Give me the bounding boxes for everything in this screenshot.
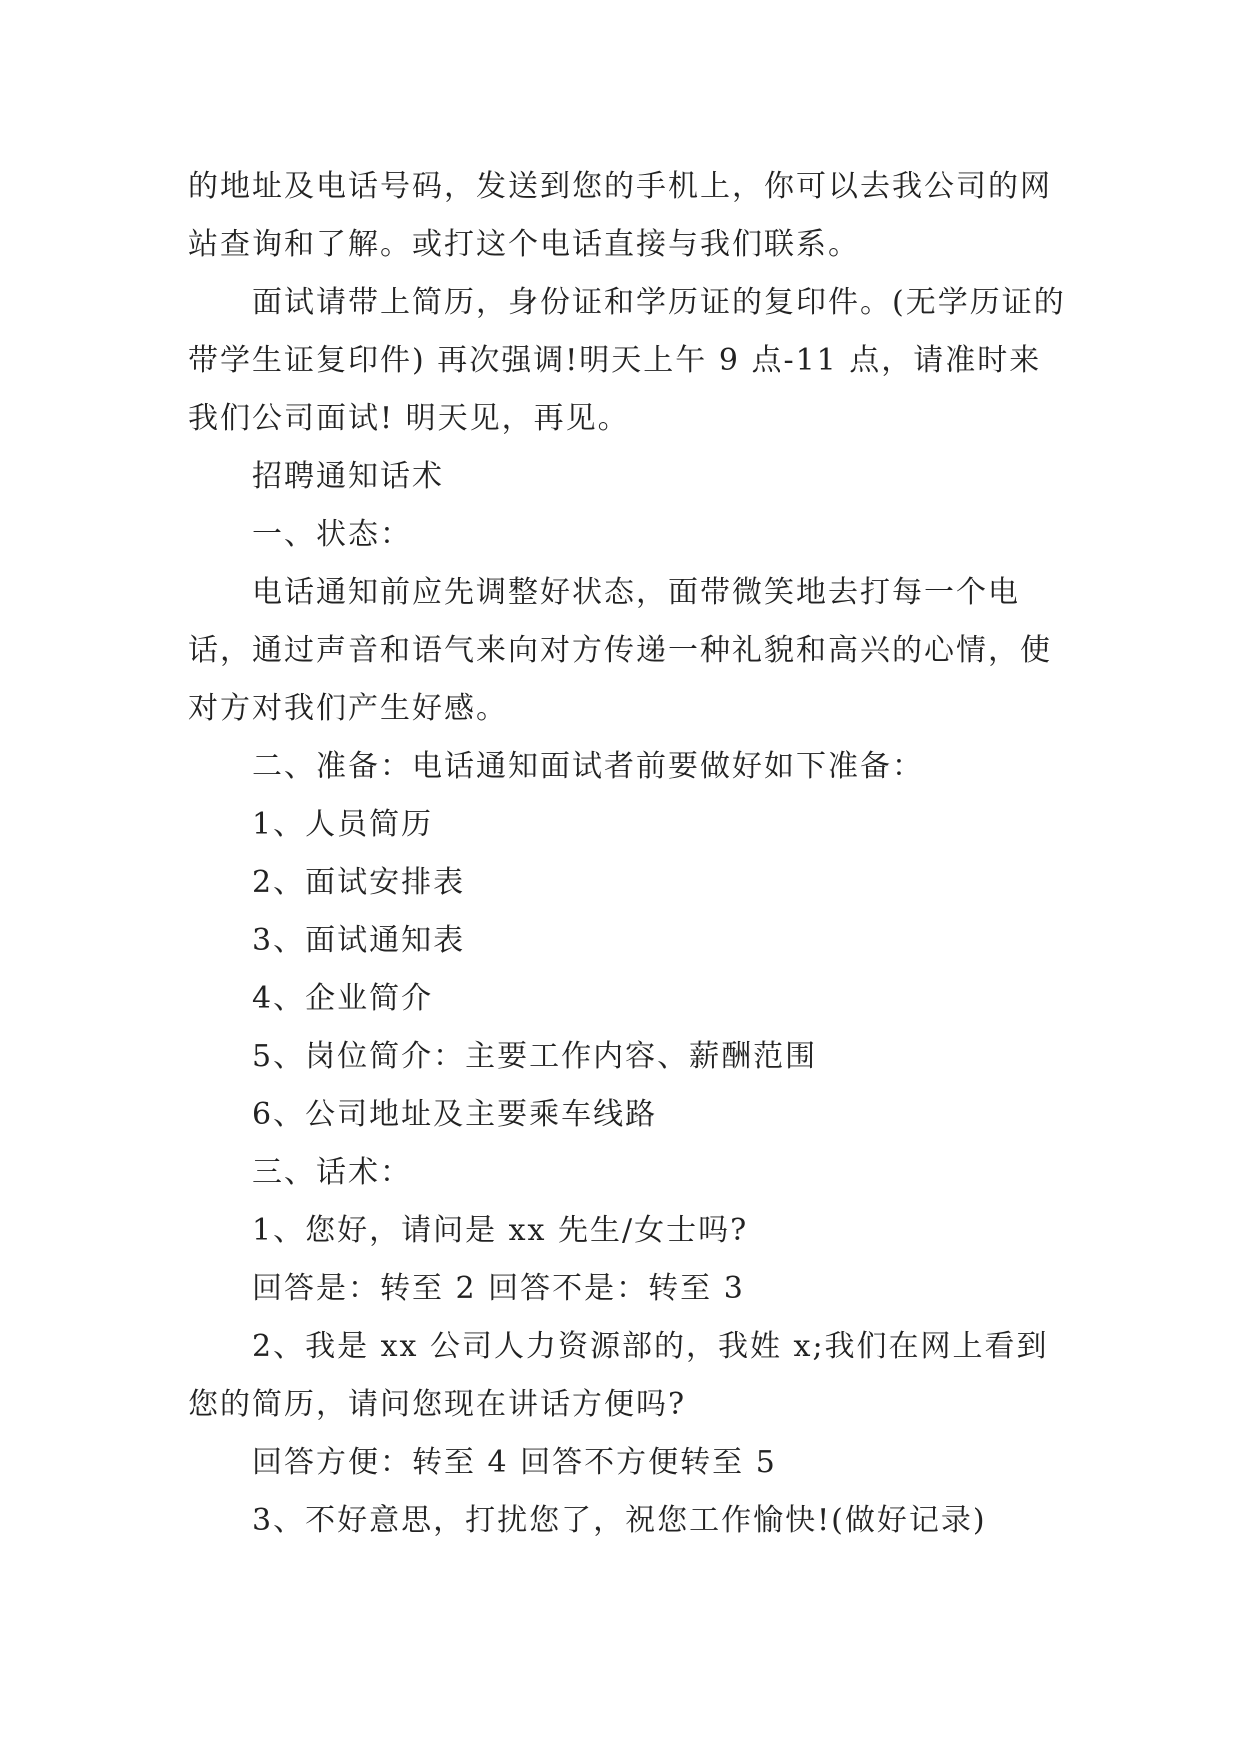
paragraph-contact-info: 的地址及电话号码，发送到您的手机上，你可以去我公司的网站查询和了解。或打这个电话直接与我们联系。 (188, 169, 1052, 262)
paragraph-interview-materials: 面试请带上简历，身份证和学历证的复印件。(无学历证的带学生证复印件) 再次强调!明天上午 9 点-11 点，请准时来我们公司面试! 明天见，再见。 (188, 285, 1066, 436)
list-item: 6、公司地址及主要乘车线路 (252, 1097, 658, 1132)
script-line: 3、不好意思，打扰您了，祝您工作愉快!(做好记录) (252, 1503, 987, 1538)
list-item: 2、面试安排表 (252, 865, 466, 900)
list-item: 5、岗位简介：主要工作内容、薪酬范围 (252, 1039, 818, 1074)
list-item: 1、人员简历 (252, 807, 434, 842)
script-line: 回答是：转至 2 回答不是：转至 3 (252, 1271, 745, 1306)
list-item: 4、企业简介 (252, 981, 434, 1016)
script-line: 回答方便：转至 4 回答不方便转至 5 (252, 1445, 777, 1480)
paragraph-state: 电话通知前应先调整好状态，面带微笑地去打每一个电话，通过声音和语气来向对方传递一种礼貌和高兴的心情，使对方对我们产生好感。 (188, 575, 1052, 726)
script-line: 1、您好，请问是 xx 先生/女士吗? (252, 1213, 749, 1248)
script-line: 2、我是 xx 公司人力资源部的，我姓 x;我们在网上看到您的简历，请问您现在讲话方便吗? (188, 1329, 1049, 1422)
heading-state: 一、状态： (252, 517, 412, 552)
section-title: 招聘通知话术 (252, 459, 444, 494)
document-body (188, 158, 1068, 1550)
heading-script: 三、话术： (252, 1155, 412, 1190)
heading-preparation: 二、准备：电话通知面试者前要做好如下准备： (252, 749, 924, 784)
list-item: 3、面试通知表 (252, 923, 466, 958)
